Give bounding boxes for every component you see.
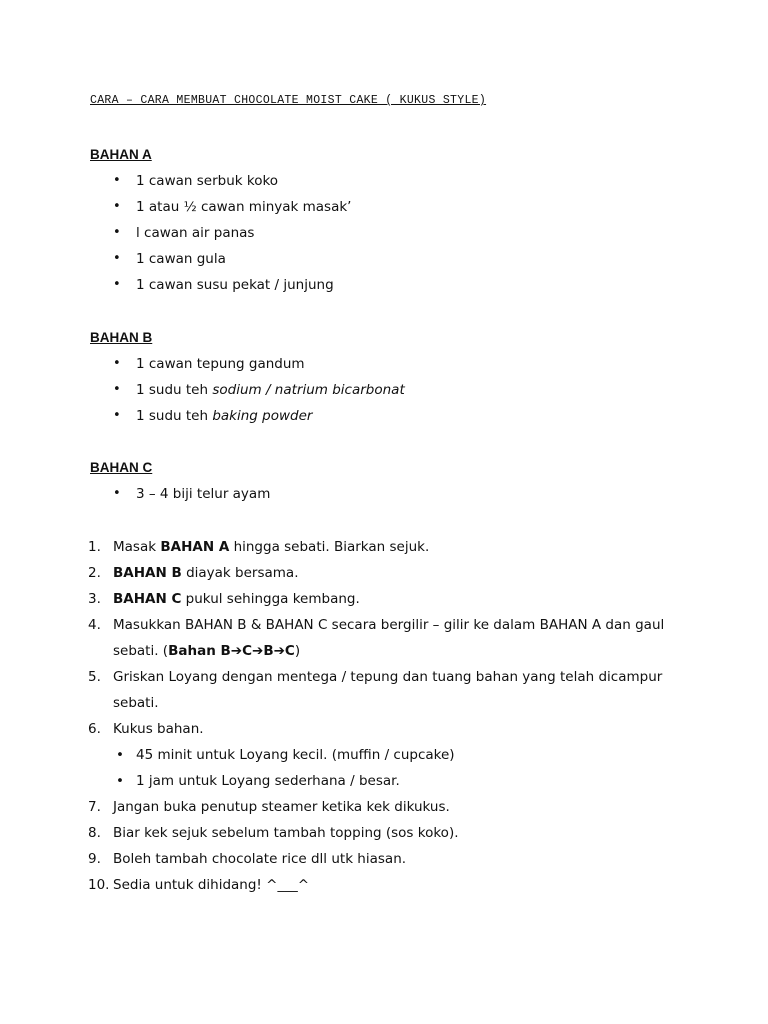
step-item: 10. Sedia untuk dihidang! ^___^	[88, 877, 310, 893]
bullet-icon: •	[116, 773, 124, 789]
step-item: 9. Boleh tambah chocolate rice dll utk hiasan.	[88, 851, 407, 867]
bullet-icon: •	[113, 225, 121, 240]
bahan-b-heading: BAHAN B	[90, 330, 153, 345]
bullet-icon: •	[113, 251, 121, 266]
step-item: 1. Masak BAHAN A hingga sebati. Biarkan sejuk.	[88, 539, 430, 555]
bahan-a-heading: BAHAN A	[90, 147, 152, 162]
steps-list	[0, 534, 664, 898]
step-item: 7. Jangan buka penutup steamer ketika kek dikukus.	[88, 799, 450, 815]
step-item: 8. Biar kek sejuk sebelum tambah topping (sos koko).	[88, 825, 459, 841]
step-item: 3. BAHAN C pukul sehingga kembang.	[88, 591, 360, 607]
bullet-icon: •	[113, 382, 121, 397]
document-title: CARA – CARA MEMBUAT CHOCOLATE MOIST CAKE ( KUKUS STYLE)	[90, 94, 487, 107]
bullet-icon: •	[113, 277, 121, 292]
bahan-c-heading: BAHAN C	[90, 460, 153, 475]
recipe-page: CARA – CARA MEMBUAT CHOCOLATE MOIST CAKE ( KUKUS STYLE) BAHAN A • 1 cawan serbuk koko • 1 atau ½ cawan minyak masak’ • l cawan air panas • 1 cawan gula • 1 cawan susu pekat / junjung BAHAN B • 1 cawan tepung gandum • 1 sudu teh sodium / natrium bicarbonat • 1 sudu teh baking powder BAHAN C • 3 – 4 biji telur ayam 1. Masak BAHAN A hingga sebati. Biarkan sejuk. 2. BAHAN B diayak bersama. 3. BAHAN C pukul sehingga kembang. 4. Masukkan BAHAN B & BAHAN C secara bergilir – gilir ke dalam BAHAN A dan gaul sebati. (Bahan B➔C➔B➔C) 5. Griskan Loyang dengan mentega / tepung dan tuang bahan yang telah dicampur sebati. 6. Kukus bahan. • 45 minit untuk Loyang kecil. (muffin / cupcake) • 1 jam untuk Loyang sederhana / besar. 7. Jangan buka penutup steamer ketika kek dikukus. 8. Biar kek sejuk sebelum tambah topping (sos koko). 9. Boleh tambah chocolate rice dll utk hiasan. 10. Sedia untuk dihidang! ^___^	[0, 0, 768, 1024]
bullet-icon: •	[113, 486, 121, 501]
step-item: 6. Kukus bahan. • 45 minit untuk Loyang kecil. (muffin / cupcake) • 1 jam untuk Loyang sederhana / besar.	[0, 716, 664, 794]
sub-list-item: • 45 minit untuk Loyang kecil. (muffin / cupcake)	[0, 742, 664, 768]
bullet-icon: •	[113, 356, 121, 371]
bullet-icon: •	[113, 199, 121, 214]
bullet-icon: •	[113, 408, 121, 423]
sub-list-item: • 1 jam untuk Loyang sederhana / besar.	[0, 768, 664, 794]
bullet-icon: •	[116, 747, 124, 763]
step-item: 2. BAHAN B diayak bersama.	[88, 565, 299, 581]
step-item: 4. Masukkan BAHAN B & BAHAN C secara bergilir – gilir ke dalam BAHAN A dan gaul sebati. (Bahan B➔C➔B➔C)	[88, 617, 665, 659]
bullet-icon: •	[113, 173, 121, 188]
step-item: 5. Griskan Loyang dengan mentega / tepung dan tuang bahan yang telah dicampur sebati.	[88, 669, 663, 711]
